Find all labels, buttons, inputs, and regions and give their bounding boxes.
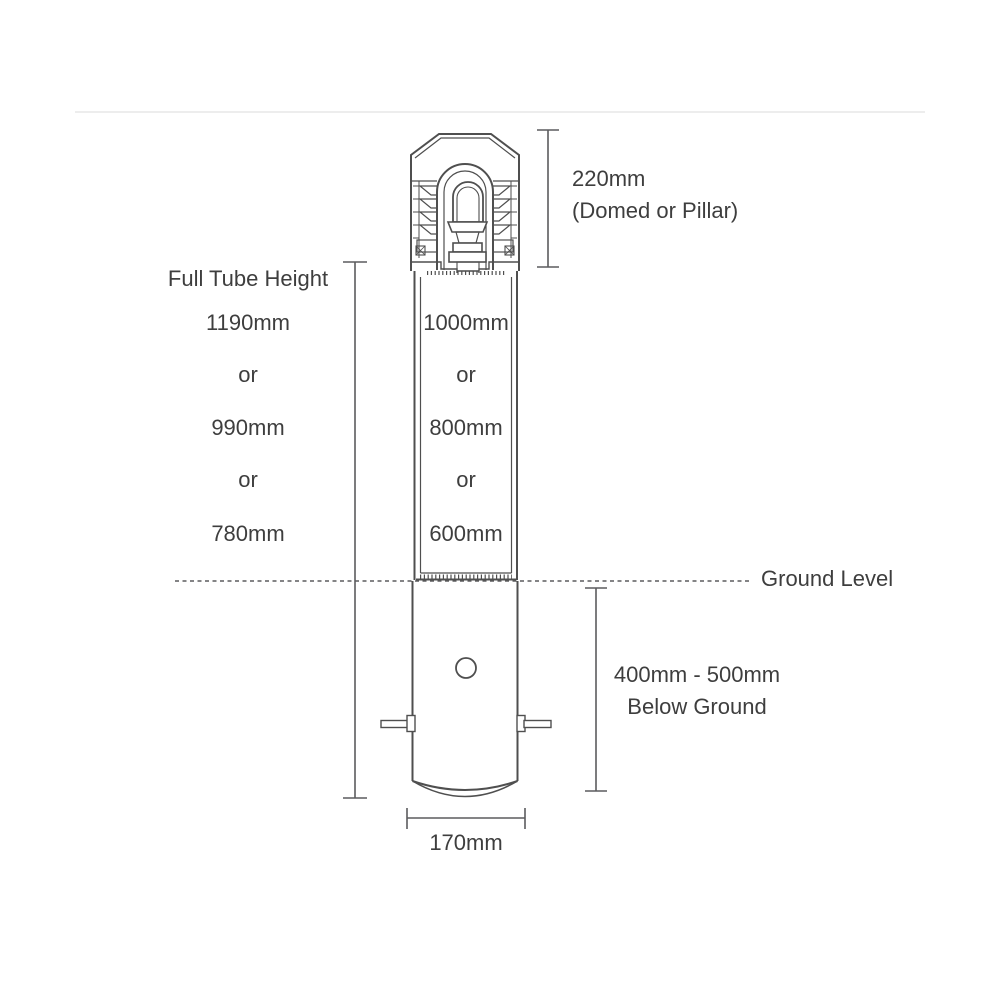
anchor-pin-left — [381, 721, 408, 728]
ground-tube-walls — [413, 581, 518, 781]
anchor-pin-right — [524, 721, 551, 728]
full-tube-option: 780mm — [211, 521, 285, 546]
tube-drain-hole — [456, 658, 476, 678]
base-width-label: 170mm — [429, 830, 503, 855]
tube-length-option: 600mm — [429, 521, 503, 546]
tube-length-option-or: or — [456, 362, 476, 387]
below-ground-range: 400mm - 500mm — [613, 662, 781, 687]
louver-fin — [420, 225, 437, 234]
below-ground-label — [596, 659, 798, 723]
louver-fin — [420, 212, 437, 221]
tube-length-option-or: or — [456, 467, 476, 492]
cap-dimension-value: 220mm — [572, 166, 646, 191]
louver-fin — [493, 225, 510, 234]
below-ground-caption: Below Ground — [627, 694, 767, 719]
lamp-neck — [456, 232, 479, 243]
louver-fin — [420, 186, 437, 195]
lamp-base-plate — [449, 252, 486, 262]
louver-fin — [493, 212, 510, 221]
ground-level-label: Ground Level — [761, 566, 894, 591]
cap-dimension-label — [572, 163, 738, 227]
louver-fin — [493, 186, 510, 195]
tube-length-option: 1000mm — [423, 310, 509, 335]
louver-fin — [493, 199, 510, 208]
lamp-bulb-inner — [457, 187, 479, 222]
cap-height-dimension-line — [537, 130, 559, 267]
full-tube-height-title: Full Tube Height — [167, 266, 329, 291]
ground-tube-bottom-arc-lower — [413, 781, 518, 797]
anchor-plate-left — [407, 716, 415, 732]
cap-variant-note: (Domed or Pillar) — [572, 198, 739, 223]
full-tube-option: 1190mm — [206, 310, 290, 335]
base-width-dimension-line — [407, 808, 525, 829]
lamp-pedestal — [457, 262, 479, 271]
louver-fin — [420, 199, 437, 208]
lamp-collar — [448, 222, 487, 232]
full-tube-option: 990mm — [211, 415, 285, 440]
full-tube-option-or: or — [238, 467, 258, 492]
full-tube-option-or: or — [238, 362, 258, 387]
tube-length-option: 800mm — [429, 415, 503, 440]
lamp-base-band — [453, 243, 482, 252]
